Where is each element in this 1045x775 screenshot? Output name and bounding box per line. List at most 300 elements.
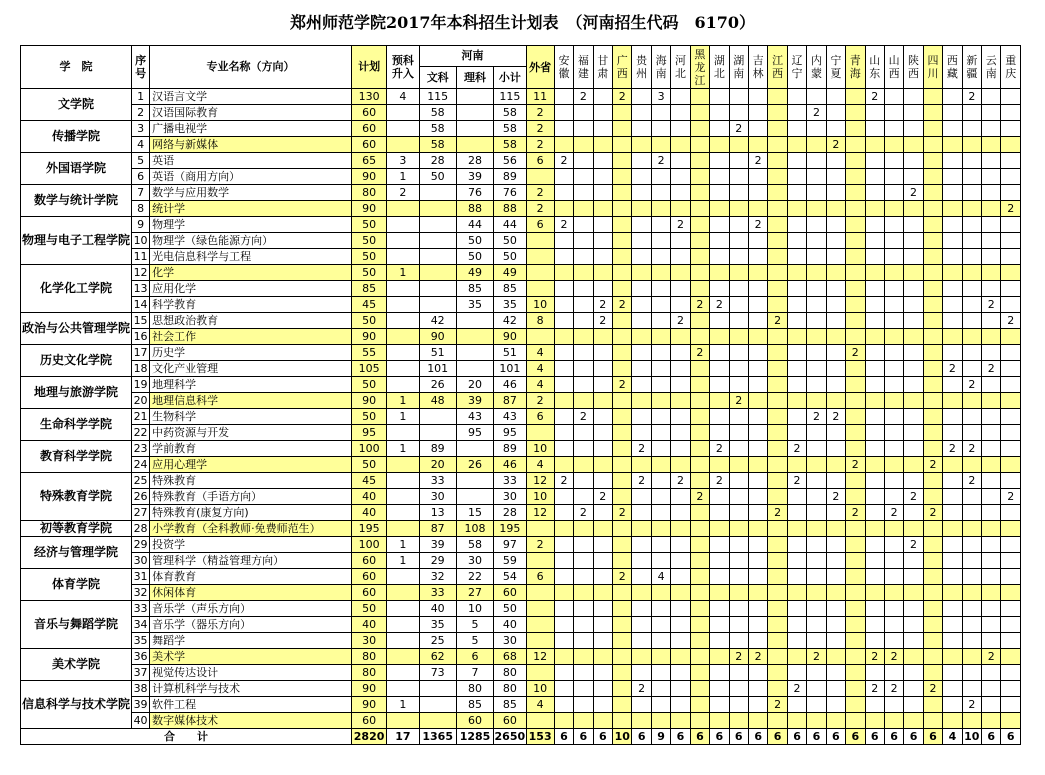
province-cell [768, 457, 787, 473]
province-cell [962, 713, 981, 729]
province-cell [846, 633, 865, 649]
major-name: 视觉传达设计 [150, 665, 352, 681]
province-cell: 2 [632, 681, 651, 697]
province-cell [884, 329, 903, 345]
province-cell [787, 617, 806, 633]
province-cell [710, 569, 729, 585]
province-cell [904, 697, 923, 713]
province-cell [826, 521, 845, 537]
province-cell: 2 [632, 473, 651, 489]
table-row [21, 713, 1021, 729]
province-cell [574, 233, 593, 249]
province-cell [904, 89, 923, 105]
province-cell [632, 313, 651, 329]
province-cell [904, 633, 923, 649]
province-cell [904, 313, 923, 329]
province-cell [1001, 137, 1021, 153]
header-province: 甘肃 [593, 46, 612, 89]
province-cell [768, 345, 787, 361]
table-row [21, 201, 1021, 217]
province-cell [1001, 553, 1021, 569]
header-henan: 河南 [419, 46, 526, 67]
total-sub: 2650 [494, 729, 526, 743]
province-cell [807, 393, 826, 409]
table-row [21, 585, 1021, 601]
province-cell [671, 105, 690, 121]
province-cell [690, 249, 709, 265]
header-province: 山东 [865, 46, 884, 89]
province-cell: 2 [904, 537, 923, 553]
subtotal-cell: 58 [494, 137, 526, 153]
province-cell [826, 713, 845, 729]
province-cell [982, 425, 1001, 441]
province-cell [826, 297, 845, 313]
province-cell [1001, 537, 1021, 553]
province-cell [904, 361, 923, 377]
seq-cell: 39 [131, 697, 149, 713]
plan-cell: 50 [351, 313, 386, 329]
major-name: 软件工程 [150, 697, 352, 713]
province-cell [768, 217, 787, 233]
province-cell [807, 281, 826, 297]
province-cell [768, 169, 787, 185]
province-cell [613, 473, 632, 489]
header-province: 宁夏 [826, 46, 845, 89]
major-name: 化学 [150, 265, 352, 281]
province-cell [962, 425, 981, 441]
province-cell [671, 153, 690, 169]
province-cell [554, 537, 573, 553]
province-cell [729, 457, 748, 473]
total-sci: 1285 [456, 729, 493, 745]
province-cell [554, 681, 573, 697]
header-subtotal: 小计 [494, 67, 526, 89]
province-cell [846, 521, 865, 537]
header-province: 湖北 [710, 46, 729, 89]
province-cell: 2 [574, 505, 593, 521]
science-cell: 28 [456, 153, 493, 169]
province-cell [1001, 265, 1021, 281]
seq-cell: 35 [131, 633, 149, 649]
province-cell: 2 [884, 649, 903, 665]
province-cell [710, 393, 729, 409]
province-cell [768, 489, 787, 505]
plan-cell: 60 [351, 585, 386, 601]
province-cell [962, 201, 981, 217]
province-cell [613, 137, 632, 153]
province-cell [962, 601, 981, 617]
prep-cell [387, 105, 419, 121]
plan-cell: 90 [351, 393, 386, 409]
province-cell [729, 441, 748, 457]
province-cell [593, 233, 612, 249]
province-cell [904, 681, 923, 697]
province-cell [613, 361, 632, 377]
province-cell [943, 297, 962, 313]
prep-cell [387, 345, 419, 361]
province-cell [613, 585, 632, 601]
science-cell: 26 [456, 457, 493, 473]
province-cell [748, 569, 767, 585]
province-cell: 2 [787, 681, 806, 697]
province-cell [748, 665, 767, 681]
arts-cell: 39 [419, 537, 456, 553]
arts-cell: 58 [419, 105, 456, 121]
plan-cell: 60 [351, 121, 386, 137]
province-cell [884, 489, 903, 505]
province-cell [632, 553, 651, 569]
province-cell [729, 105, 748, 121]
major-name: 物理学（绿色能源方向） [150, 233, 352, 249]
province-cell [923, 153, 942, 169]
province-cell [651, 521, 670, 537]
province-cell [632, 505, 651, 521]
out-province-cell: 2 [526, 393, 554, 409]
province-cell [904, 441, 923, 457]
table-row [21, 137, 1021, 153]
major-name: 科学教育 [150, 297, 352, 313]
province-cell [982, 249, 1001, 265]
province-cell: 2 [904, 489, 923, 505]
province-cell [943, 569, 962, 585]
major-name: 社会工作 [150, 329, 352, 345]
province-cell [884, 169, 903, 185]
province-cell: 2 [632, 441, 651, 457]
seq-cell: 34 [131, 617, 149, 633]
province-cell [710, 585, 729, 601]
province-cell [690, 441, 709, 457]
header-college: 学 院 [21, 46, 132, 89]
arts-cell: 40 [419, 601, 456, 617]
province-cell [982, 121, 1001, 137]
major-name: 生物科学 [150, 409, 352, 425]
province-cell: 2 [748, 649, 767, 665]
province-cell [1001, 345, 1021, 361]
province-cell [846, 185, 865, 201]
province-cell [865, 233, 884, 249]
province-cell [787, 489, 806, 505]
province-cell [593, 185, 612, 201]
province-cell [710, 169, 729, 185]
seq-cell: 30 [131, 553, 149, 569]
province-cell [884, 361, 903, 377]
province-cell [710, 521, 729, 537]
province-cell: 2 [884, 505, 903, 521]
major-name: 投资学 [150, 537, 352, 553]
province-cell [651, 297, 670, 313]
province-cell [554, 169, 573, 185]
seq-cell: 36 [131, 649, 149, 665]
seq-cell: 9 [131, 217, 149, 233]
province-cell [1001, 217, 1021, 233]
province-cell [710, 345, 729, 361]
college-name: 文学院 [21, 89, 132, 121]
province-cell [923, 633, 942, 649]
prep-cell [387, 425, 419, 441]
province-cell: 2 [554, 217, 573, 233]
province-cell [593, 649, 612, 665]
prep-cell: 2 [387, 185, 419, 201]
plan-cell: 45 [351, 297, 386, 313]
province-cell [574, 585, 593, 601]
province-cell: 2 [826, 137, 845, 153]
province-cell [690, 377, 709, 393]
total-province: 6 [807, 729, 826, 745]
province-cell [923, 169, 942, 185]
province-cell [748, 521, 767, 537]
province-cell [846, 425, 865, 441]
subtotal-cell: 28 [494, 505, 526, 521]
header-province: 海南 [651, 46, 670, 89]
province-cell: 2 [593, 297, 612, 313]
province-cell [768, 441, 787, 457]
province-cell [1001, 569, 1021, 585]
plan-cell: 50 [351, 377, 386, 393]
province-cell [1001, 233, 1021, 249]
total-province: 9 [651, 729, 670, 745]
province-cell [846, 121, 865, 137]
province-cell [671, 297, 690, 313]
province-cell [807, 169, 826, 185]
subtotal-cell: 87 [494, 393, 526, 409]
province-cell [593, 697, 612, 713]
subtotal-cell: 40 [494, 617, 526, 633]
college-name: 音乐与舞蹈学院 [21, 601, 132, 649]
province-cell [768, 601, 787, 617]
province-cell [593, 473, 612, 489]
province-cell [671, 713, 690, 729]
science-cell: 50 [456, 233, 493, 249]
province-cell [923, 585, 942, 601]
province-cell [962, 537, 981, 553]
province-cell [593, 665, 612, 681]
prep-cell [387, 297, 419, 313]
province-cell [1001, 169, 1021, 185]
province-cell [768, 553, 787, 569]
province-cell [748, 297, 767, 313]
province-cell: 2 [768, 697, 787, 713]
province-cell [884, 697, 903, 713]
province-cell [651, 425, 670, 441]
province-cell [904, 345, 923, 361]
province-cell [593, 217, 612, 233]
province-cell [826, 601, 845, 617]
out-province-cell [526, 169, 554, 185]
subtotal-cell: 60 [494, 585, 526, 601]
province-cell [690, 681, 709, 697]
province-cell [574, 377, 593, 393]
province-cell [807, 681, 826, 697]
province-cell [690, 665, 709, 681]
seq-cell: 21 [131, 409, 149, 425]
college-name: 传播学院 [21, 121, 132, 153]
subtotal-cell: 68 [494, 649, 526, 665]
province-cell [826, 105, 845, 121]
plan-cell: 40 [351, 489, 386, 505]
province-cell: 2 [651, 153, 670, 169]
province-cell [748, 185, 767, 201]
major-name: 小学教育（全科教师·免费师范生） [150, 521, 352, 537]
province-cell [982, 681, 1001, 697]
province-cell [554, 713, 573, 729]
province-cell [943, 281, 962, 297]
out-province-cell: 8 [526, 313, 554, 329]
province-cell [574, 457, 593, 473]
province-cell [865, 665, 884, 681]
province-cell [710, 665, 729, 681]
province-cell [826, 569, 845, 585]
subtotal-cell: 58 [494, 121, 526, 137]
out-province-cell [526, 521, 554, 537]
subtotal-cell: 46 [494, 457, 526, 473]
plan-cell: 60 [351, 137, 386, 153]
province-cell [787, 409, 806, 425]
province-cell [807, 377, 826, 393]
major-name: 管理科学（精益管理方向） [150, 553, 352, 569]
prep-cell [387, 329, 419, 345]
province-cell [768, 265, 787, 281]
province-cell [884, 89, 903, 105]
province-cell [807, 153, 826, 169]
plan-cell: 40 [351, 505, 386, 521]
province-cell [826, 617, 845, 633]
province-cell: 2 [807, 409, 826, 425]
total-province: 10 [613, 729, 632, 745]
science-cell [456, 345, 493, 361]
province-cell [671, 121, 690, 137]
province-cell [574, 121, 593, 137]
province-cell [962, 409, 981, 425]
table-row [21, 617, 1021, 633]
province-cell [768, 393, 787, 409]
prep-cell [387, 121, 419, 137]
province-cell [865, 377, 884, 393]
arts-cell: 25 [419, 633, 456, 649]
header-science: 理科 [456, 67, 493, 89]
province-cell [574, 137, 593, 153]
province-cell [690, 473, 709, 489]
province-cell [904, 329, 923, 345]
province-cell [884, 217, 903, 233]
province-cell [574, 617, 593, 633]
province-cell [943, 393, 962, 409]
province-cell: 3 [651, 89, 670, 105]
subtotal-cell: 90 [494, 329, 526, 345]
province-cell [943, 217, 962, 233]
province-cell [651, 489, 670, 505]
subtotal-cell: 30 [494, 633, 526, 649]
science-cell: 15 [456, 505, 493, 521]
province-cell [613, 217, 632, 233]
prep-cell: 1 [387, 169, 419, 185]
province-cell [962, 649, 981, 665]
province-cell [632, 409, 651, 425]
province-cell [593, 393, 612, 409]
province-cell [574, 249, 593, 265]
province-cell [865, 505, 884, 521]
table-row [21, 409, 1021, 425]
province-cell [943, 697, 962, 713]
province-cell [554, 697, 573, 713]
province-cell [671, 393, 690, 409]
province-cell [846, 489, 865, 505]
science-cell: 85 [456, 281, 493, 297]
province-cell [671, 697, 690, 713]
province-cell [865, 137, 884, 153]
arts-cell [419, 281, 456, 297]
province-cell [807, 601, 826, 617]
college-name: 化学化工学院 [21, 265, 132, 313]
province-cell [593, 713, 612, 729]
province-cell [807, 441, 826, 457]
province-cell: 2 [748, 153, 767, 169]
science-cell: 49 [456, 265, 493, 281]
header-seq: 序号 [131, 46, 149, 89]
province-cell [846, 697, 865, 713]
province-cell [982, 441, 1001, 457]
province-cell [943, 89, 962, 105]
province-cell [554, 649, 573, 665]
province-cell [671, 409, 690, 425]
province-cell [632, 233, 651, 249]
college-name: 体育学院 [21, 569, 132, 601]
subtotal-cell: 88 [494, 201, 526, 217]
province-cell [632, 713, 651, 729]
major-name: 历史学 [150, 345, 352, 361]
province-cell [884, 473, 903, 489]
province-cell [1001, 185, 1021, 201]
header-province: 贵州 [632, 46, 651, 89]
province-cell [846, 137, 865, 153]
province-cell: 2 [729, 393, 748, 409]
province-cell [729, 169, 748, 185]
province-cell: 2 [943, 361, 962, 377]
province-cell [710, 377, 729, 393]
major-name: 地理信息科学 [150, 393, 352, 409]
major-name: 特殊教育 [150, 473, 352, 489]
province-cell [904, 201, 923, 217]
province-cell: 2 [807, 649, 826, 665]
province-cell [690, 521, 709, 537]
province-cell [787, 457, 806, 473]
science-cell: 39 [456, 169, 493, 185]
province-cell [826, 665, 845, 681]
province-cell [554, 249, 573, 265]
total-province: 6 [846, 729, 865, 745]
province-cell [982, 633, 1001, 649]
seq-cell: 32 [131, 585, 149, 601]
table-row [21, 297, 1021, 313]
out-province-cell: 6 [526, 409, 554, 425]
prep-cell [387, 313, 419, 329]
subtotal-cell: 76 [494, 185, 526, 201]
prep-cell [387, 505, 419, 521]
province-cell [787, 217, 806, 233]
province-cell [574, 217, 593, 233]
prep-cell [387, 601, 419, 617]
province-cell [690, 89, 709, 105]
province-cell [632, 697, 651, 713]
province-cell [690, 617, 709, 633]
arts-cell: 26 [419, 377, 456, 393]
arts-cell: 87 [419, 521, 456, 537]
province-cell [593, 249, 612, 265]
college-name: 数学与统计学院 [21, 185, 132, 217]
province-cell [613, 665, 632, 681]
province-cell [748, 249, 767, 265]
out-province-cell [526, 329, 554, 345]
province-cell [651, 201, 670, 217]
